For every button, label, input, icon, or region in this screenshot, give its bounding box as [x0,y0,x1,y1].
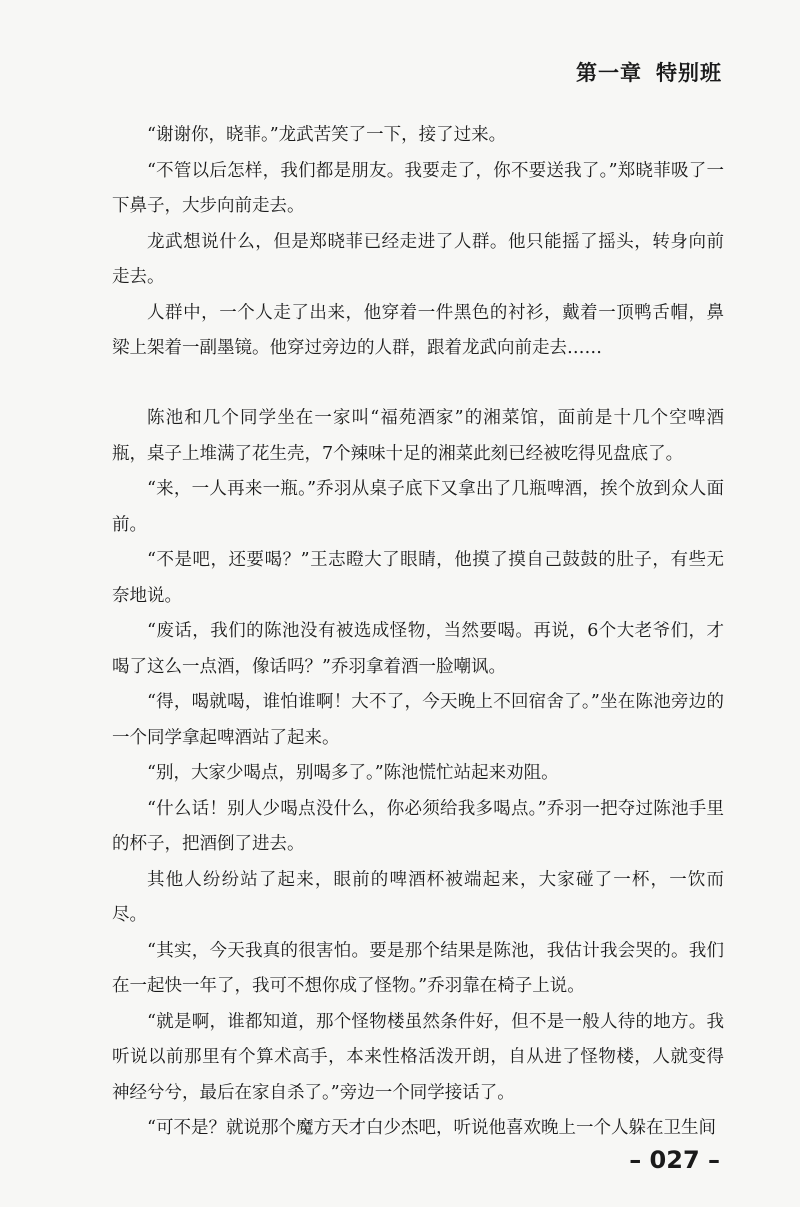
chapter-number: 第一章 [576,61,642,85]
section-b [112,401,724,1147]
chapter-header [576,57,722,87]
paragraph: “谢谢你，晓菲。”龙武苦笑了一下，接了过来。 [147,125,507,145]
paragraph: “别，大家少喝点，别喝多了。”陈池慌忙站起来劝阻。 [147,763,559,783]
paragraph: “不管以后怎样，我们都是朋友。我要走了，你不要送我了。”郑晓菲吸了一下鼻子，大步向前走去。 [112,160,724,216]
paragraph: 人群中，一个人走了出来，他穿着一件黑色的衬衫，戴着一顶鸭舌帽，鼻梁上架着一副墨镜。他穿过旁边的人群，跟着龙武向前走去…… [112,302,724,358]
paragraph: “可不是？就说那个魔方天才白少杰吧，听说他喜欢晚上一个人躲在卫生间 [147,1118,716,1138]
paragraph: “就是啊，谁都知道，那个怪物楼虽然条件好，但不是一般人待的地方。我听说以前那里有个算术高手，本来性格活泼开朗，自从进了怪物楼，人就变得神经兮兮，最后在家自杀了。”旁边一个同学接话了。 [112,1011,724,1103]
page-number: – 027 – [629,1146,720,1174]
paragraph: “来，一人再来一瓶。”乔羽从桌子底下又拿出了几瓶啤酒，挨个放到众人面前。 [112,479,724,535]
paragraph: “其实，今天我真的很害怕。要是那个结果是陈池，我估计我会哭的。我们在一起快一年了，我可不想你成了怪物。”乔羽靠在椅子上说。 [112,940,724,996]
paragraph: “不是吧，还要喝？”王志瞪大了眼睛，他摸了摸自己鼓鼓的肚子，有些无奈地说。 [112,550,724,606]
paragraph: “得，喝就喝，谁怕谁啊！大不了，今天晚上不回宿舍了。”坐在陈池旁边的一个同学拿起啤酒站了起来。 [112,692,724,748]
paragraph: 陈池和几个同学坐在一家叫“福苑酒家”的湘菜馆，面前是十几个空啤酒瓶，桌子上堆满了花生壳，7个辣味十足的湘菜此刻已经被吃得见盘底了。 [112,408,724,464]
paragraph: 龙武想说什么，但是郑晓菲已经走进了人群。他只能摇了摇头，转身向前走去。 [112,231,724,287]
paragraph: 其他人纷纷站了起来，眼前的啤酒杯被端起来，大家碰了一杯，一饮而尽。 [112,869,724,925]
chapter-title: 特别班 [656,61,722,85]
section-a [112,118,724,367]
paragraph: “什么话！别人少喝点没什么，你必须给我多喝点。”乔羽一把夺过陈池手里的杯子，把酒倒了进去。 [112,798,724,854]
paragraph: “废话，我们的陈池没有被选成怪物，当然要喝。再说，6个大老爷们，才喝了这么一点酒，像话吗？”乔羽拿着酒一脸嘲讽。 [112,621,724,677]
